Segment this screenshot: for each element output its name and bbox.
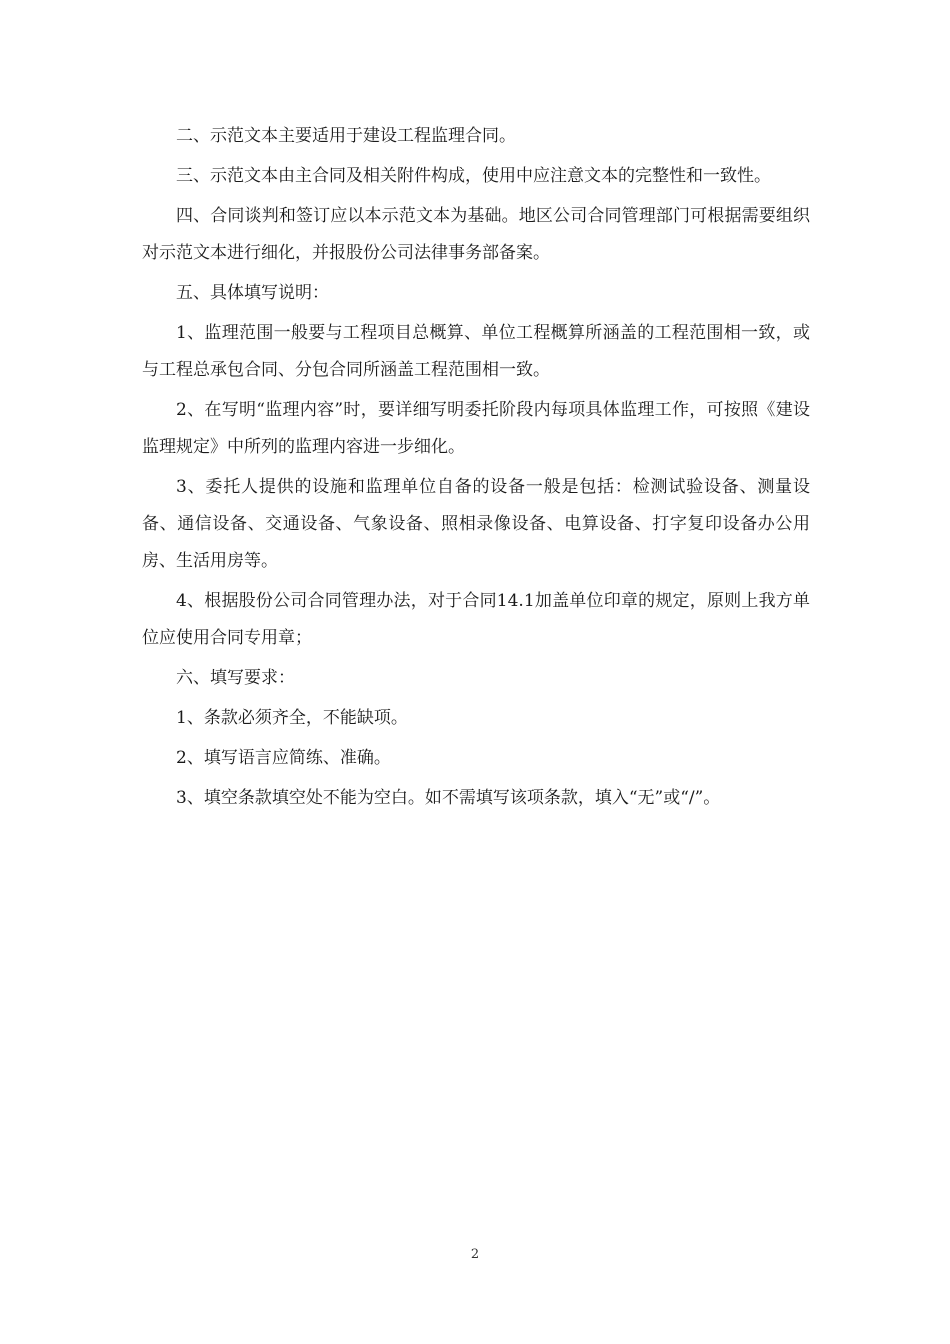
paragraph-section-6-heading: 六、填写要求：: [176, 668, 295, 688]
paragraph-item-5-2: 2、在写明“监理内容”时，要详细写明委托阶段内每项具体监理工作，可按照《建设监理规定》中所列的监理内容进一步细化。: [142, 400, 810, 457]
document-body: [142, 118, 810, 820]
paragraph-section-4: 四、合同谈判和签订应以本示范文本为基础。地区公司合同管理部门可根据需要组织对示范文本进行细化，并报股份公司法律事务部备案。: [142, 206, 810, 263]
paragraph-item-6-3: 3、填空条款填空处不能为空白。如不需填写该项条款，填入“无”或“/”。: [176, 788, 721, 808]
paragraph-item-5-1: 1、监理范围一般要与工程项目总概算、单位工程概算所涵盖的工程范围相一致，或与工程总承包合同、分包合同所涵盖工程范围相一致。: [142, 323, 810, 380]
paragraph-item-6-1: 1、条款必须齐全，不能缺项。: [176, 708, 408, 728]
paragraph-item-5-3: 3、委托人提供的设施和监理单位自备的设备一般是包括：检测试验设备、测量设备、通信设备、交通设备、气象设备、照相录像设备、电算设备、打字复印设备办公用房、生活用房等。: [142, 477, 810, 571]
paragraph-item-6-2: 2、填写语言应简练、准确。: [176, 748, 391, 768]
page-number: 2: [470, 1247, 480, 1262]
paragraph-section-2: 二、示范文本主要适用于建设工程监理合同。: [176, 126, 516, 146]
paragraph-item-5-4: 4、根据股份公司合同管理办法，对于合同14.1加盖单位印章的规定，原则上我方单位应使用合同专用章；: [142, 591, 810, 648]
paragraph-section-3: 三、示范文本由主合同及相关附件构成，使用中应注意文本的完整性和一致性。: [176, 166, 771, 186]
paragraph-section-5-heading: 五、具体填写说明：: [176, 283, 329, 303]
